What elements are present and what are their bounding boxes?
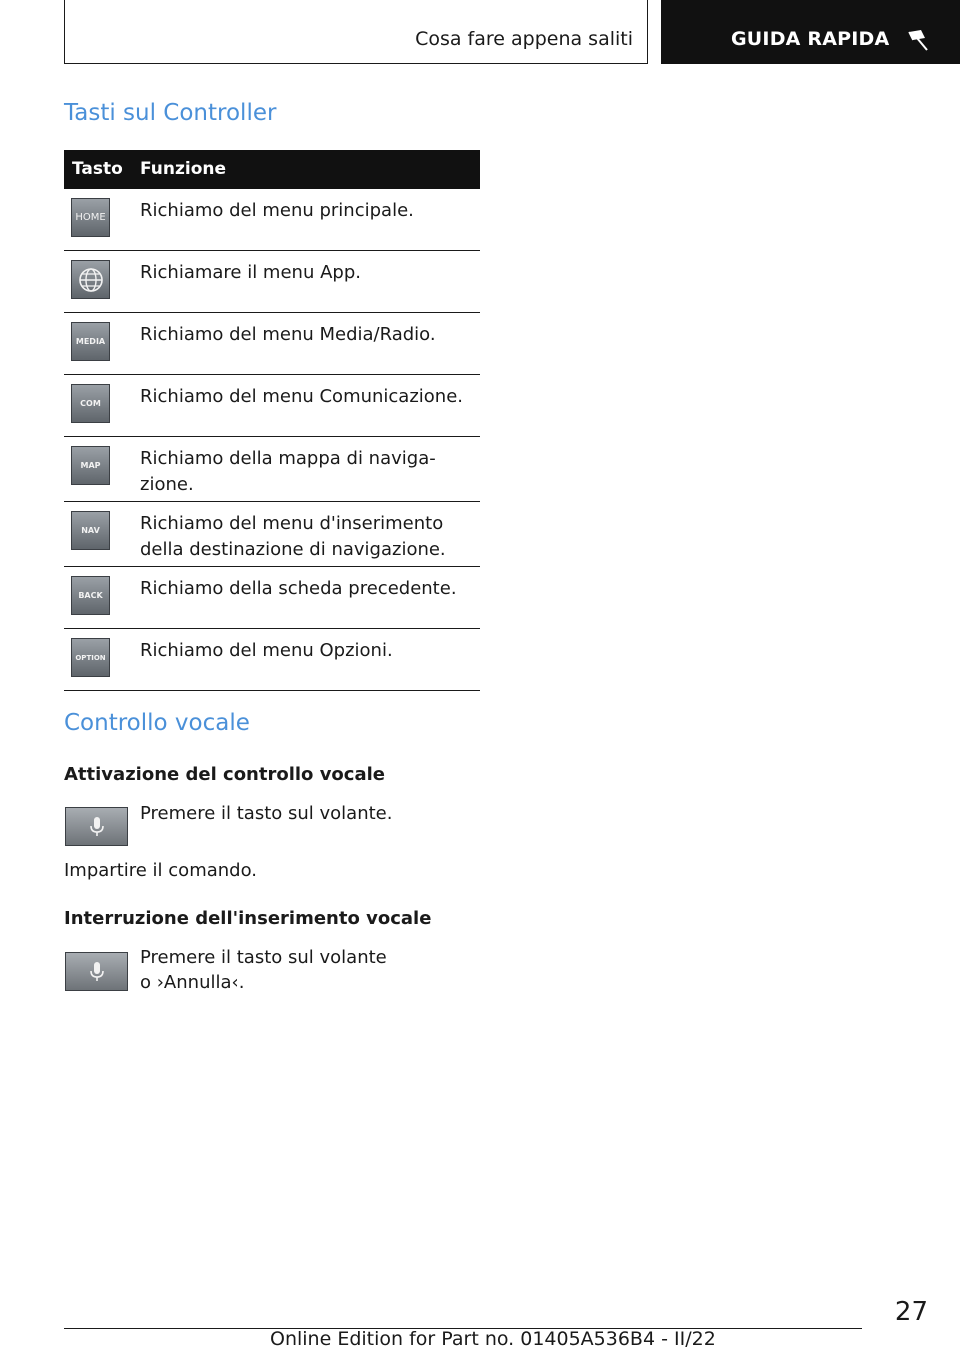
option-key-icon: OPTION (71, 638, 110, 677)
map-key-icon: MAP (71, 446, 110, 485)
controller-keys-table (64, 150, 480, 691)
row-function-text: Richiamare il menu App. (140, 262, 361, 283)
row-function-text: Richiamo del menu Media/Radio. (140, 324, 436, 345)
table-row (64, 251, 480, 313)
media-key-icon: MEDIA (71, 322, 110, 361)
table-row (64, 502, 480, 567)
table-row (64, 189, 480, 251)
table-header (64, 150, 480, 189)
table-row (64, 313, 480, 375)
quick-guide-flag-icon (905, 28, 931, 54)
row-function-text: Richiamo del menu principale. (140, 200, 414, 221)
voice-control-heading: Controllo vocale (64, 710, 250, 736)
microphone-icon (65, 952, 128, 991)
row-function-text: Richiamo del menu Comunicazione. (140, 386, 464, 407)
running-header-section (64, 0, 648, 64)
com-key-icon: COM (71, 384, 110, 423)
section-title: Cosa fare appena saliti (415, 28, 633, 50)
activation-step-2: Impartire il comando. (64, 860, 258, 881)
column-header-key: Tasto (72, 159, 123, 179)
interruption-step-line-2: o ›Annulla‹. (140, 972, 245, 993)
edition-footer: Online Edition for Part no. 01405A536B4 - II/22 (270, 1328, 716, 1350)
controller-heading: Tasti sul Controller (64, 100, 277, 126)
row-function-text: Richiamo della scheda precedente. (140, 578, 457, 599)
microphone-icon (65, 807, 128, 846)
running-header-chapter (661, 0, 960, 64)
interruption-title: Interruzione dell'inserimento vocale (64, 908, 432, 929)
globe-icon (71, 260, 110, 299)
page-number: 27 (894, 1297, 928, 1327)
column-header-function: Funzione (140, 159, 227, 179)
table-row (64, 629, 480, 691)
table-row (64, 567, 480, 629)
table-row (64, 437, 480, 502)
back-key-icon: BACK (71, 576, 110, 615)
nav-key-icon: NAV (71, 511, 110, 550)
interruption-step-line-1: Premere il tasto sul volante (140, 947, 387, 968)
home-key-icon: HOME (71, 198, 110, 237)
activation-title: Attivazione del controllo vocale (64, 764, 385, 785)
chapter-title: GUIDA RAPIDA (731, 28, 890, 50)
table-row (64, 375, 480, 437)
row-function-text: Richiamo della mappa di naviga- zione. (140, 448, 436, 495)
row-function-text: Richiamo del menu d'inserimento della destinazione di navigazione. (140, 513, 446, 560)
activation-step-1: Premere il tasto sul volante. (140, 803, 393, 824)
row-function-text: Richiamo del menu Opzioni. (140, 640, 393, 661)
